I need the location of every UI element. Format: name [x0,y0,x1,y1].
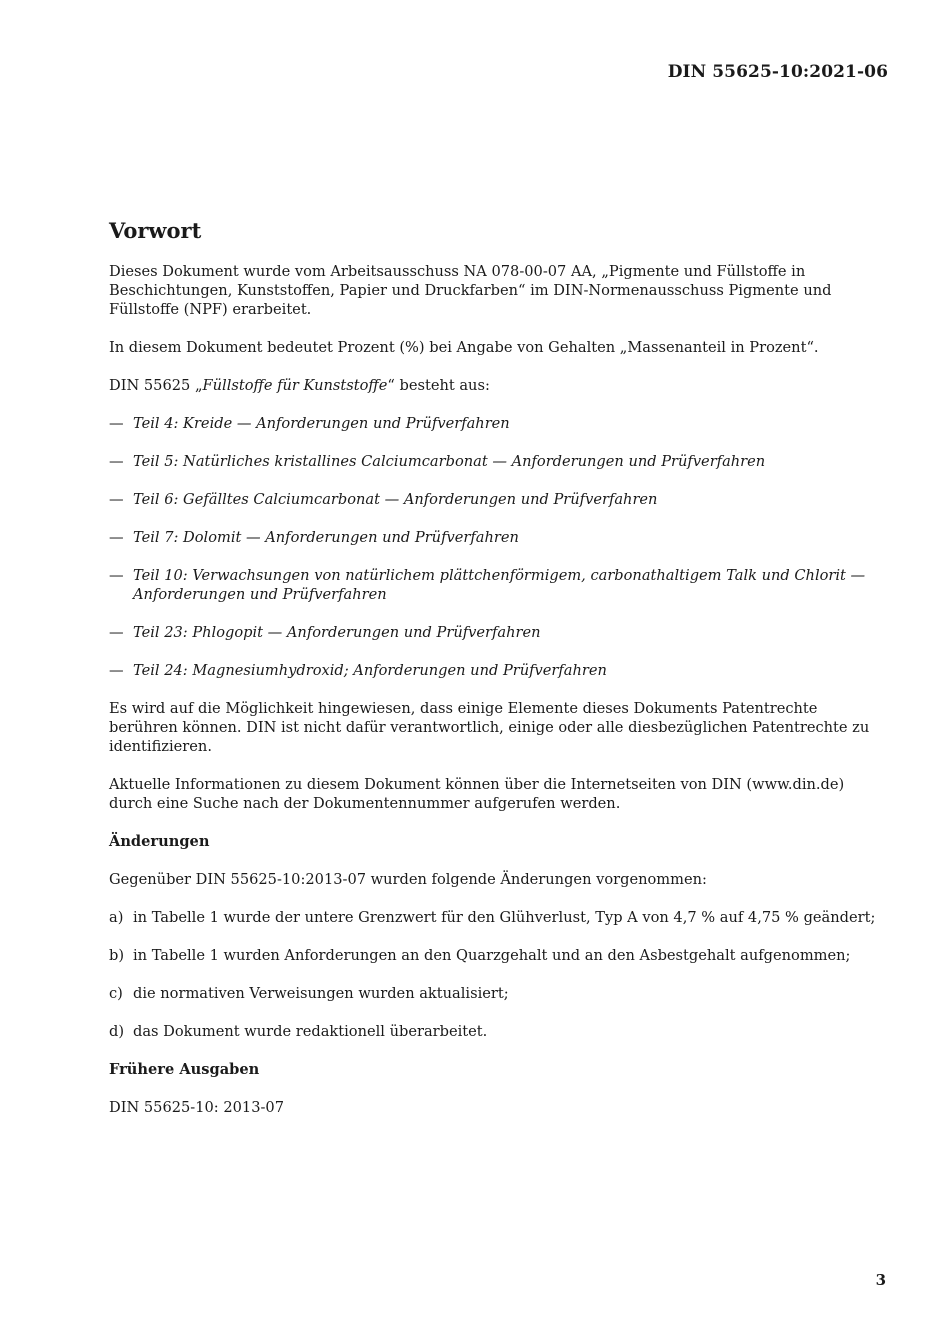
list-item [109,661,889,680]
part-title: Teil 24: Magnesiumhydroxid; Anforderungen und Prüfverfahren [133,662,607,679]
previous-editions-text: DIN 55625-10: 2013-07 [109,1099,284,1116]
list-item [109,490,889,509]
dash-marker: — [109,415,124,432]
parts-list [109,414,889,680]
part-title: Teil 23: Phlogopit — Anforderungen und Prüfverfahren [133,624,541,641]
page-content [109,218,889,1136]
list-item [109,452,889,471]
list-item [109,623,889,642]
list-item [109,414,889,433]
list-item [109,566,889,604]
dash-marker: — [109,491,124,508]
intro-paragraph-series [109,376,889,395]
item-marker: b) [109,947,125,964]
item-marker: d) [109,1023,125,1040]
page-number: 3 [875,1271,886,1289]
list-item [109,1022,889,1041]
series-suffix: “ besteht aus: [387,377,490,394]
dash-marker: — [109,567,124,584]
change-text: in Tabelle 1 wurden Anforderungen an den Quarzgehalt und an den Asbestgehalt aufgenommen; [133,947,851,964]
list-item [109,946,889,965]
intro-paragraph-percent: In diesem Dokument bedeutet Prozent (%) bei Angabe von Gehalten „Massenanteil in Prozent“. [109,339,819,356]
change-text: das Dokument wurde redaktionell überarbeitet. [133,1023,488,1040]
item-marker: a) [109,909,124,926]
page-title: Vorwort [109,218,202,243]
info-notice: Aktuelle Informationen zu diesem Dokument können über die Internetseiten von DIN (www.din.de) durch eine Suche nach der Dokumentennummer aufgerufen werden. [109,776,845,812]
dash-marker: — [109,624,124,641]
patent-notice: Es wird auf die Möglichkeit hingewiesen, dass einige Elemente dieses Dokuments Patentrechte berühren können. DIN ist nicht dafür verantwortlich, einige oder alle diesbezüglichen Patentrechte zu identifizieren. [109,700,870,755]
part-title: Teil 10: Verwachsungen von natürlichem plättchenförmigem, carbonathaltigem Talk und Chlorit — Anforderungen und Prüfverfahren [133,567,866,603]
part-title: Teil 7: Dolomit — Anforderungen und Prüfverfahren [133,529,519,546]
part-title: Teil 6: Gefälltes Calciumcarbonat — Anforderungen und Prüfverfahren [133,491,658,508]
document-id: DIN 55625-10:2021-06 [667,62,888,82]
list-item [109,984,889,1003]
series-title: Füllstoffe für Kunststoffe [202,377,388,394]
changes-heading: Änderungen [109,833,210,850]
changes-list [109,908,889,1041]
list-item [109,528,889,547]
change-text: in Tabelle 1 wurde der untere Grenzwert für den Glühverlust, Typ A von 4,7 % auf 4,75 % geändert; [133,909,876,926]
changes-intro: Gegenüber DIN 55625-10:2013-07 wurden folgende Änderungen vorgenommen: [109,871,707,888]
item-marker: c) [109,985,123,1002]
previous-editions-heading: Frühere Ausgaben [109,1061,260,1078]
part-title: Teil 5: Natürliches kristallines Calciumcarbonat — Anforderungen und Prüfverfahren [133,453,766,470]
dash-marker: — [109,453,124,470]
list-item [109,908,889,927]
dash-marker: — [109,662,124,679]
dash-marker: — [109,529,124,546]
series-prefix: DIN 55625 „ [109,377,203,394]
part-title: Teil 4: Kreide — Anforderungen und Prüfverfahren [133,415,510,432]
intro-paragraph-committee: Dieses Dokument wurde vom Arbeitsausschuss NA 078-00-07 AA, „Pigmente und Füllstoffe in Beschichtungen, Kunststoffen, Papier und Druckfarben“ im DIN-Normenausschuss Pigmente und Füllstoffe (NPF) erarbeitet. [109,263,832,318]
change-text: die normativen Verweisungen wurden aktualisiert; [133,985,509,1002]
